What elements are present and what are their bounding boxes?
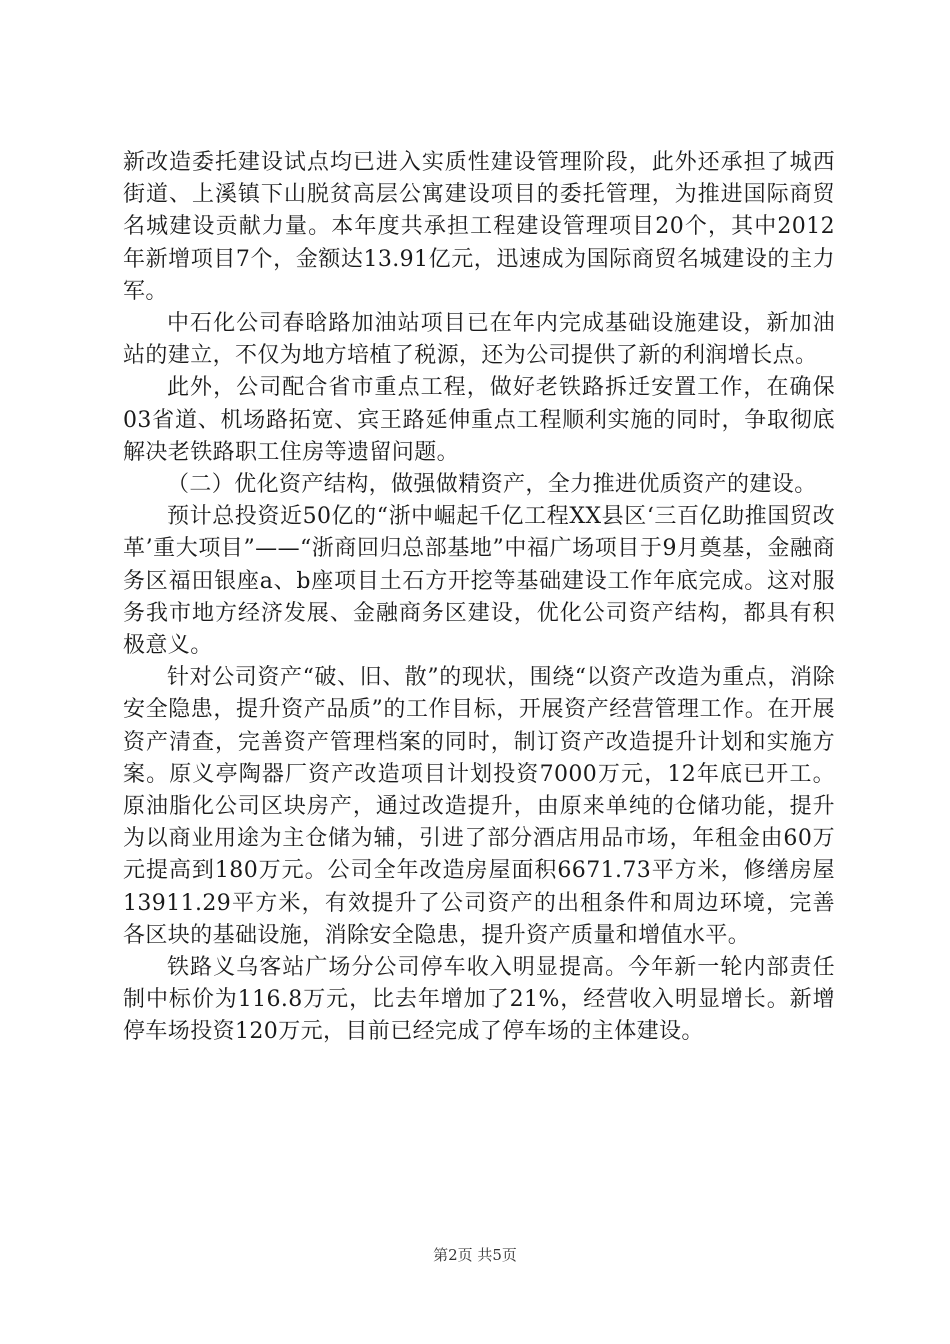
section-heading-2: （二）优化资产结构，做强做精资产，全力推进优质资产的建设。 xyxy=(167,472,817,498)
paragraph-2: 中石化公司春晗路加油站项目已在年内完成基础设施建设，新加油站的建立，不仅为地方培植了税源，还为公司提供了新的利润增长点。 xyxy=(123,311,835,369)
paragraph-1: 新改造委托建设试点均已进入实质性建设管理阶段，此外还承担了城西街道、上溪镇下山脱贫高层公寓建设项目的委托管理，为推进国际商贸名城建设贡献力量。本年度共承担工程建设管理项目20个，其中2012年新增项目7个，金额达13.91亿元，迅速成为国际商贸名城建设的主力军。 xyxy=(123,150,835,304)
paragraph-3: 此外，公司配合省市重点工程，做好老铁路拆迁安置工作，在确保03省道、机场路拓宽、宾王路延伸重点工程顺利实施的同时，争取彻底解决老铁路职工住房等遗留问题。 xyxy=(123,375,835,465)
paragraph-4: 预计总投资近50亿的“浙中崛起千亿工程XX县区‘三百亿助推国贸改革’重大项目”——“浙商回归总部基地”中福广场项目于9月奠基，金融商务区福田银座a、b座项目土石方开挖等基础建设工作年底完成。这对服务我市地方经济发展、金融商务区建设，优化公司资产结构，都具有积极意义。 xyxy=(123,504,835,659)
paragraph-6: 铁路义乌客站广场分公司停车收入明显提高。今年新一轮内部责任制中标价为116.8万元，比去年增加了21%，经营收入明显增长。新增停车场投资120万元，目前已经完成了停车场的主体建设。 xyxy=(123,955,835,1045)
document-body xyxy=(123,147,835,1049)
paragraph-5: 针对公司资产“破、旧、散”的现状，围绕“以资产改造为重点，消除安全隐患，提升资产品质”的工作目标，开展资产经营管理工作。在开展资产清查，完善资产管理档案的同时，制订资产改造提升计划和实施方案。原义亭陶器厂资产改造项目计划投资7000万元，12年底已开工。原油脂化公司区块房产，通过改造提升，由原来单纯的仓储功能，提升为以商业用途为主仓储为辅，引进了部分酒店用品市场，年租金由60万元提高到180万元。公司全年改造房屋面积6671.73平方米，修缮房屋13911.29平方米，有效提升了公司资产的出租条件和周边环境，完善各区块的基础设施，消除安全隐患，提升资产质量和增值水平。 xyxy=(123,665,835,948)
page-number-footer: 第2页 共5页 xyxy=(433,1246,517,1264)
